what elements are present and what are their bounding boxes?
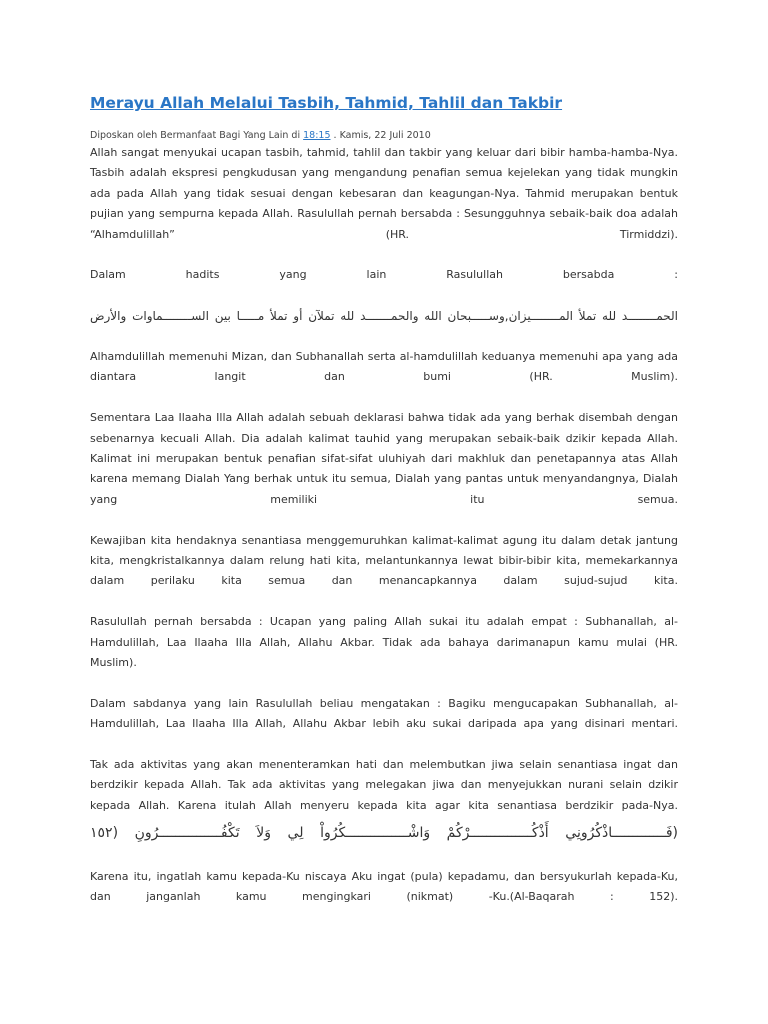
paragraph-four-phrases xyxy=(90,612,678,673)
byline-date: . Kamis, 22 Juli 2010 xyxy=(330,130,431,141)
post-title[interactable]: Merayu Allah Melalui Tasbih, Tahmid, Tahlil dan Takbir xyxy=(90,94,563,112)
text-line: Muslim). xyxy=(90,656,137,670)
text-line: Sementara Laa Ilaaha Illa Allah adalah sebuah deklarasi bahwa tidak ada yang berhak disembah dengan xyxy=(90,411,678,425)
paragraph-verse-translation xyxy=(90,867,678,908)
text-line: “Alhamdulillah” (HR. Tirmiddzi). xyxy=(90,227,678,241)
arabic-hadith-text: الحمــــــــد لله تملأ المــــــــيزان,وســـــبحان الله والحمـــــــد لله تملآن أو تملأ مـــــا بين الســــــــماوات والأرض xyxy=(90,309,678,324)
text-line: sebenarnya kecuali Allah. Dia adalah kalimat tauhid yang merupakan sebaik-baik dzikir kepada Allah. xyxy=(90,431,678,445)
text-line: Allah sangat menyukai ucapan tasbih, tahmid, tahlil dan takbir yang keluar dari bibir hamba-hamba-Nya. xyxy=(90,146,678,159)
paragraph-tahlil xyxy=(90,408,678,510)
text-line: Dalam hadits yang lain Rasulullah bersabda : xyxy=(90,268,678,282)
text-line: Rasulullah pernah bersabda : Ucapan yang paling Allah sukai itu adalah empat : Subhanallah, al- xyxy=(90,615,678,629)
paragraph-hadith-translation xyxy=(90,347,678,388)
text-line: Tasbih adalah ekspresi pengkudusan yang mengandung penafian semua kejelekan yang tidak mungkin xyxy=(90,166,678,180)
blog-post xyxy=(90,92,678,907)
text-line: berdzikir kepada Allah. Tak ada aktivitas yang melegakan jiwa dan menyejukkan nurani selain dzikir xyxy=(90,778,678,792)
paragraph-kewajiban xyxy=(90,531,678,592)
text-line: kita, mengkristalkannya dalam relung hati kita, melantunkannya lewat bibir-bibir kita, memekarkannya xyxy=(90,554,678,568)
text-line: Hamdulillah, Laa Ilaaha Illa Allah, Allahu Akbar. Tidak ada bahaya darimanapun kamu mulai (HR. xyxy=(90,635,678,649)
paragraph-tasbih-intro xyxy=(90,143,678,245)
text-line: dan janganlah kamu mengingkari (nikmat) -Ku.(Al-Baqarah : 152). xyxy=(90,890,678,904)
text-line: Dalam sabdanya yang lain Rasulullah beliau mengatakan : Bagiku mengucapakan Subhanallah, al- xyxy=(90,696,678,710)
text-line: kepada Allah. Karena itulah Allah menyeru kepada kita agar kita senantiasa berdzikir pada-Nya. xyxy=(90,798,678,812)
text-line: Alhamdulillah memenuhi Mizan, dan Subhanallah serta al-hamdulillah keduanya memenuhi apa yang ada xyxy=(90,350,678,364)
arabic-quran-verse: (فَـــــــــــــاذْكُرُونِي أَذْكُـــــــــــــــرْكُمْ وَاشْـــــــــــــــكُرُواْ لِي وَلاَ تَكْفُـــــــــــــــرُونِ (١٥٢ xyxy=(90,825,678,842)
paragraph-sabda-lain xyxy=(90,694,678,735)
text-line: Hamdulillah, Laa Ilaaha Illa Allah, Allahu Akbar lebih aku sukai daripada apa yang disinari mentari. xyxy=(90,717,678,731)
byline-prefix: Diposkan oleh Bermanfaat Bagi Yang Lain di xyxy=(90,130,304,141)
text-line: diantara langit dan bumi (HR. Muslim). xyxy=(90,370,678,384)
text-line: Karena itu, ingatlah kamu kepada-Ku niscaya Aku ingat (pula) kepadamu, dan bersyukurlah kepada-Ku, xyxy=(90,869,678,883)
text-line: Tak ada aktivitas yang akan menenteramkan hati dan melembutkan jiwa selain senantiasa ingat dan xyxy=(90,758,678,772)
text-line: ada pada Allah yang tidak sesuai dengan kebesaran dan keagungan-Nya. Tahmid merupakan bentuk xyxy=(90,186,678,200)
text-line: Kewajiban kita hendaknya senantiasa menggemuruhkan kalimat-kalimat agung itu dalam detak jantung xyxy=(90,533,678,547)
paragraph-dzikir xyxy=(90,755,678,816)
post-time-link[interactable]: 18:15 xyxy=(303,130,331,141)
text-line: Kalimat ini merupakan bentuk penafian sifat-sifat uluhiyah dari makhluk dan penetapannya atas Allah xyxy=(90,452,678,466)
text-line: karena memang Dialah Yang berhak untuk itu semua, Dialah yang pantas untuk menyandangnya, Dialah xyxy=(90,472,678,486)
text-line: yang memiliki itu semua. xyxy=(90,492,678,506)
post-byline xyxy=(90,129,678,143)
paragraph-hadith-intro xyxy=(90,265,678,285)
text-line: dalam perilaku kita semua dan menancapkannya dalam sujud-sujud kita. xyxy=(90,574,678,588)
text-line: pujian yang sempurna kepada Allah. Rasulullah pernah bersabda : Sesungguhnya sebaik-baik doa adalah xyxy=(90,207,678,221)
